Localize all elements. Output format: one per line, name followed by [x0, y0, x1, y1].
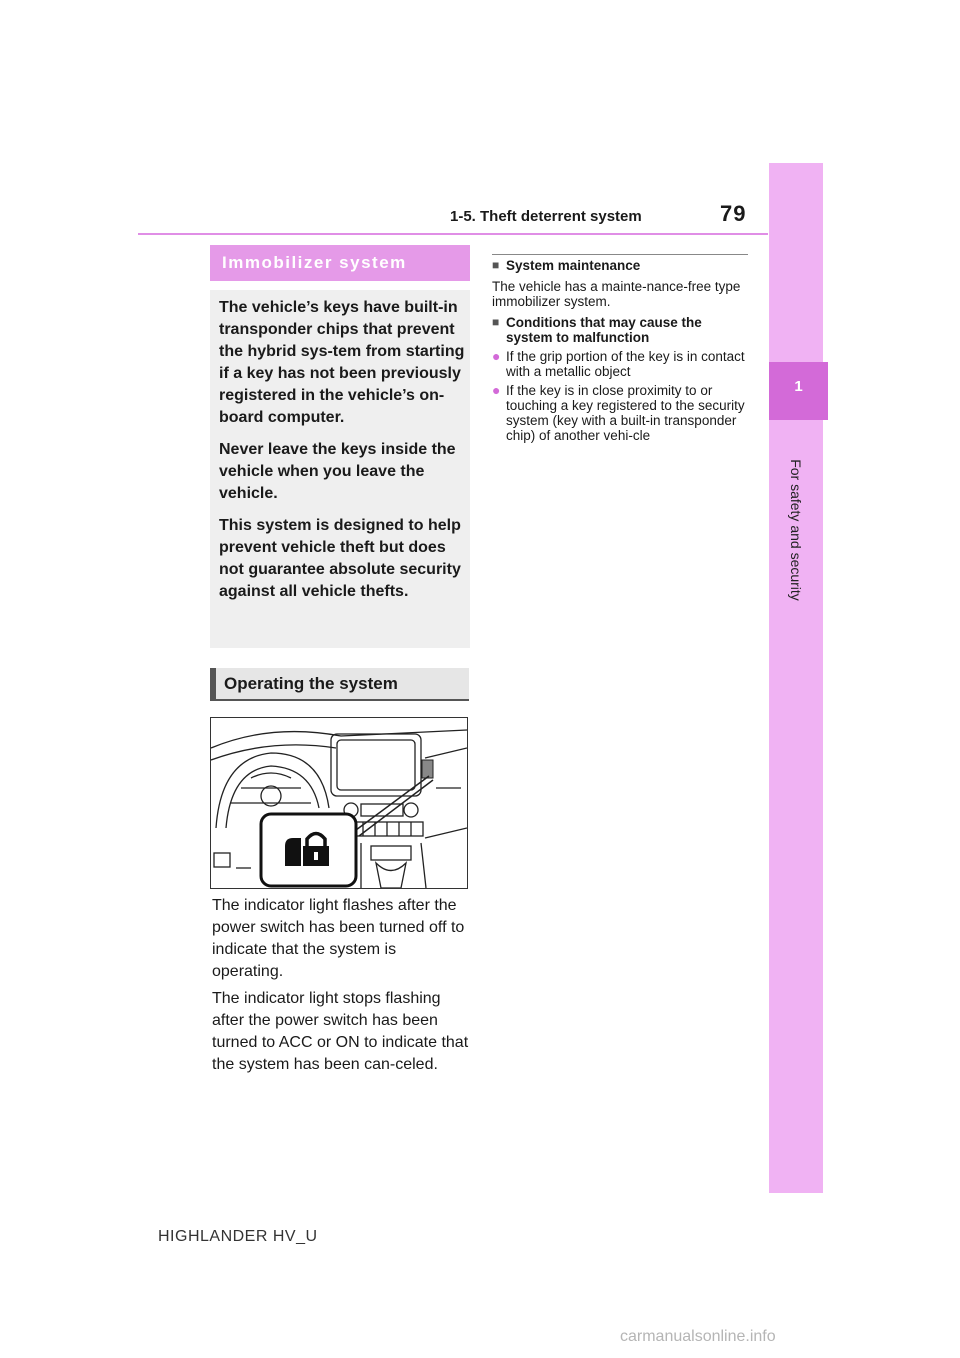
immobilizer-heading: [210, 245, 470, 281]
footer-model: HIGHLANDER HV_U: [158, 1228, 318, 1245]
operating-heading: [210, 668, 469, 701]
immobilizer-paragraph: This system is designed to help prevent vehicle theft but does not guarantee absolute security against all vehicle thefts.: [219, 517, 461, 600]
security-indicator-icon: [285, 834, 329, 867]
operating-paragraph: The indicator light flashes after the power switch has been turned off to indicate that the system is operating.: [212, 897, 465, 980]
immobilizer-summary-box: [210, 290, 470, 648]
operating-heading-text: Operating the system: [224, 674, 398, 693]
dashboard-drawing: [211, 718, 467, 888]
immobilizer-heading-text: Immobilizer system: [222, 253, 407, 272]
immobilizer-paragraph: Never leave the keys inside the vehicle when you leave the vehicle.: [219, 441, 456, 502]
chapter-side-tab: [769, 163, 823, 1193]
chapter-label: For safety and security: [788, 459, 804, 601]
square-marker-icon: ■: [492, 258, 500, 272]
list-item: [492, 383, 752, 443]
maintenance-text: The vehicle has a mainte-nance-free type immobilizer system.: [492, 279, 741, 309]
malfunction-subheading-text: Conditions that may cause the system to malfunction: [506, 315, 702, 345]
dashboard-illustration: [210, 717, 468, 889]
immobilizer-paragraph: The vehicle’s keys have built-in transponder chips that prevent the hybrid sys-tem from starting if a key has not been previously registered in the vehicle’s on-board computer.: [219, 299, 465, 426]
right-column-divider: [492, 254, 748, 255]
watermark: carmanualsonline.info: [620, 1328, 776, 1345]
maintenance-subheading: [492, 258, 752, 273]
square-marker-icon: ■: [492, 315, 500, 329]
operating-paragraph: The indicator light stops flashing after the power switch has been turned to ACC or ON to indicate that the system has been can-celed.: [212, 990, 469, 1073]
bullet-icon: ●: [492, 348, 501, 364]
header-divider: [138, 233, 768, 235]
maintenance-subheading-text: System maintenance: [506, 258, 641, 273]
malfunction-subheading: [492, 315, 752, 345]
list-item: [492, 349, 752, 379]
bullet-text: If the grip portion of the key is in contact with a metallic object: [506, 349, 745, 379]
chapter-number: 1: [794, 378, 803, 395]
bullet-text: If the key is in close proximity to or touching a key registered to the security system (key with a built-in transponder chip) of another vehi-cle: [506, 383, 745, 443]
page-number: 79: [720, 201, 747, 226]
right-column: [492, 258, 752, 447]
bullet-icon: ●: [492, 382, 501, 398]
section-title: 1-5. Theft deterrent system: [450, 208, 642, 225]
